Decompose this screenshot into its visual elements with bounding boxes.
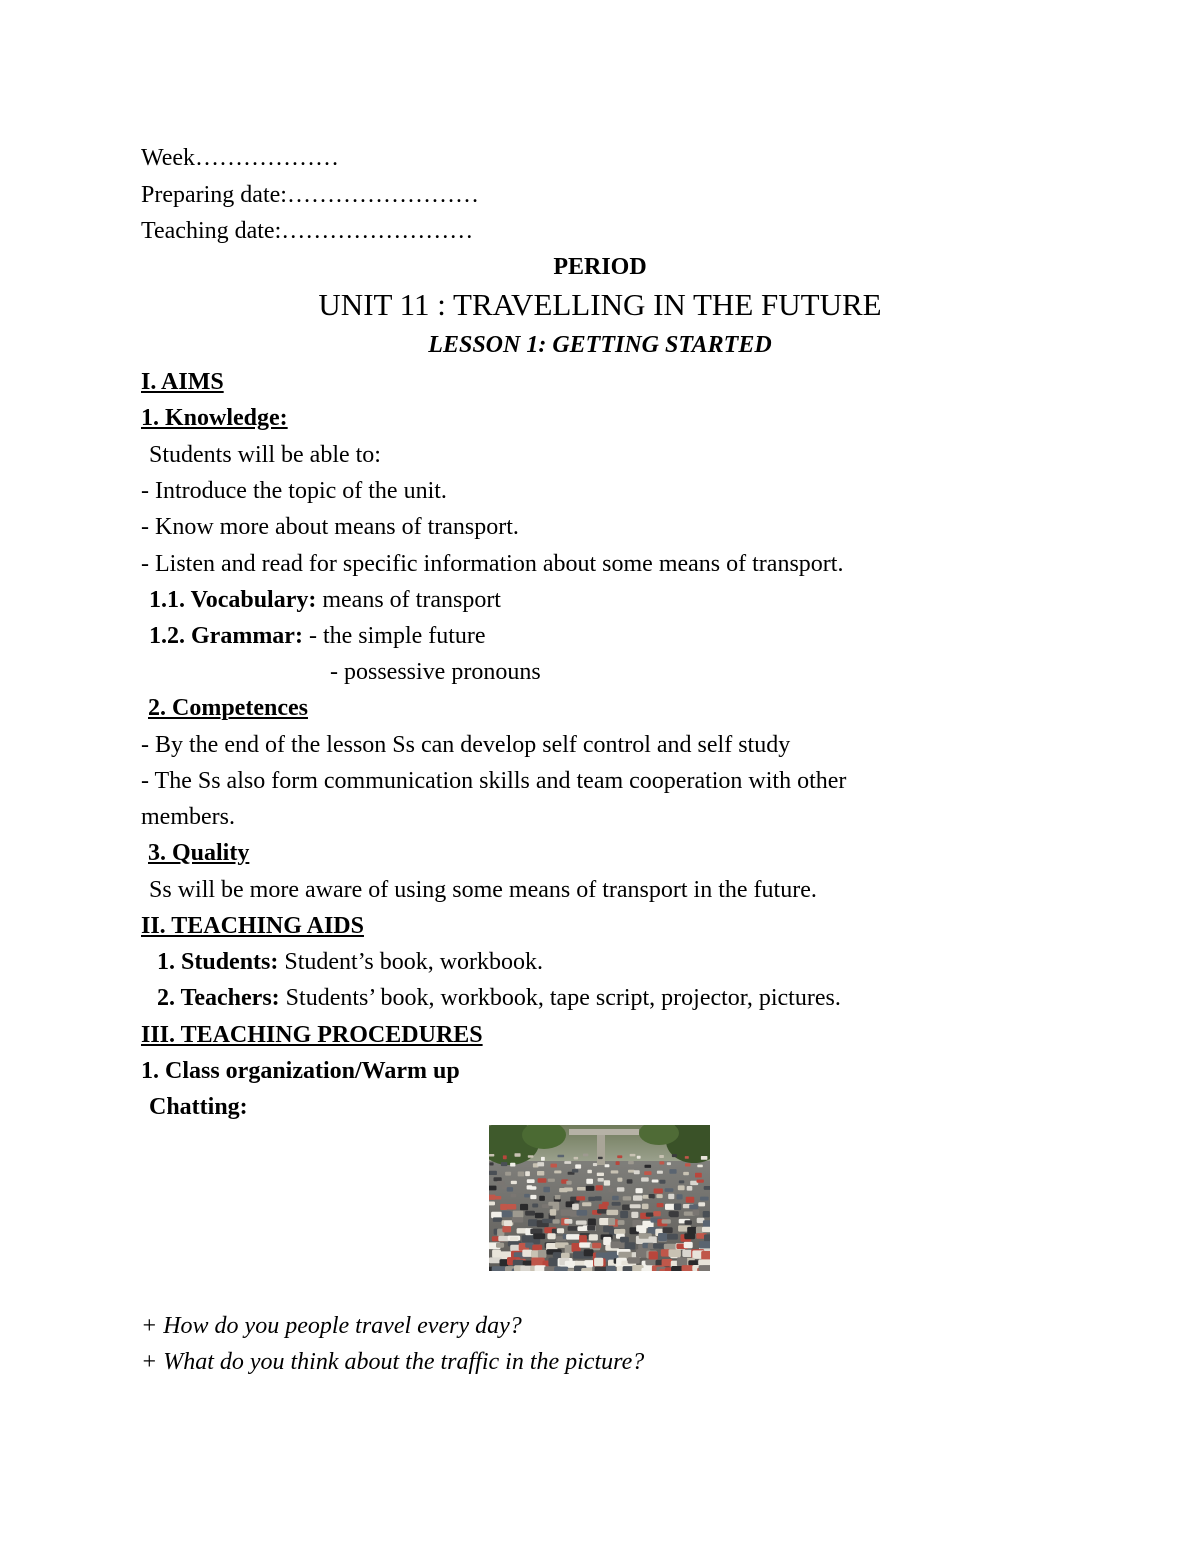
vehicle-shape	[586, 1186, 595, 1191]
vehicle-shape	[489, 1154, 494, 1157]
vehicle-shape	[684, 1233, 695, 1239]
grammar-line	[149, 621, 486, 651]
vehicle-shape	[489, 1195, 496, 1200]
vehicle-shape	[657, 1171, 663, 1174]
vehicle-shape	[493, 1217, 502, 1222]
preparing-date-line: Preparing date:……………………	[141, 182, 479, 208]
objective-item: - Listen and read for specific information about some means of transport.	[141, 551, 844, 577]
vehicle-shape	[568, 1226, 579, 1231]
vehicle-shape	[597, 1173, 604, 1176]
vehicle-shape	[698, 1202, 705, 1206]
vehicle-shape	[553, 1252, 562, 1258]
vehicle-shape	[561, 1253, 570, 1259]
vehicle-shape	[579, 1242, 591, 1247]
vehicle-shape	[494, 1177, 502, 1181]
discussion-question: + What do you think about the traffic in the picture?	[141, 1349, 645, 1375]
vehicle-shape	[620, 1211, 628, 1218]
vehicle-shape	[575, 1164, 581, 1168]
vehicle-shape	[515, 1153, 521, 1156]
vehicle-shape	[599, 1218, 609, 1225]
vehicle-shape	[553, 1219, 560, 1223]
vehicle-shape	[685, 1163, 691, 1166]
vehicle-shape	[525, 1211, 535, 1216]
vehicle-shape	[592, 1243, 601, 1249]
students-aids-line	[157, 947, 543, 977]
vehicle-shape	[593, 1163, 597, 1166]
vehicle-shape	[502, 1186, 507, 1190]
vehicle-shape	[665, 1204, 675, 1210]
vehicle-shape	[653, 1211, 661, 1216]
vehicle-shape	[699, 1241, 710, 1248]
vehicle-shape	[502, 1226, 511, 1232]
unit-title: UNIT 11 : TRAVELLING IN THE FUTURE	[318, 287, 882, 322]
vehicle-shape	[574, 1157, 579, 1160]
vehicle-shape	[669, 1169, 676, 1174]
knowledge-heading: 1. Knowledge:	[141, 405, 288, 431]
vehicle-shape	[518, 1172, 525, 1177]
vehicle-shape	[677, 1257, 687, 1266]
vehicle-shape	[695, 1173, 702, 1178]
competence-item: - The Ss also form communication skills and team cooperation with other	[141, 768, 847, 794]
vehicle-shape	[491, 1212, 502, 1218]
vehicle-shape	[608, 1188, 613, 1192]
vehicle-shape	[495, 1196, 501, 1200]
vehicle-shape	[576, 1221, 587, 1225]
vehicle-shape	[596, 1185, 603, 1190]
vehicle-shape	[503, 1155, 507, 1159]
vehicle-shape	[704, 1234, 710, 1241]
vehicle-shape	[665, 1188, 674, 1192]
vehicle-shape	[662, 1219, 671, 1223]
chatting-label: Chatting:	[149, 1094, 248, 1120]
vehicle-shape	[667, 1234, 678, 1240]
vehicle-shape	[703, 1220, 710, 1227]
vehicle-shape	[633, 1195, 642, 1200]
vehicle-shape	[606, 1266, 616, 1271]
vehicle-shape	[654, 1189, 663, 1194]
vehicle-shape	[500, 1204, 507, 1210]
competences-heading: 2. Competences	[148, 695, 308, 721]
vehicle-shape	[525, 1171, 530, 1176]
vehicle-shape	[496, 1243, 504, 1248]
vehicle-shape	[489, 1186, 497, 1191]
vehicle-shape	[658, 1233, 667, 1241]
vehicle-shape	[608, 1218, 615, 1225]
vehicle-shape	[697, 1180, 704, 1183]
vehicle-shape	[598, 1178, 604, 1182]
vocabulary-line	[149, 585, 501, 615]
vehicle-shape	[642, 1204, 649, 1210]
vehicle-shape	[528, 1219, 538, 1226]
vehicle-shape	[652, 1180, 659, 1183]
vehicle-shape	[682, 1250, 692, 1257]
vehicle-shape	[554, 1267, 568, 1271]
vehicle-shape	[527, 1179, 535, 1183]
vehicle-shape	[606, 1210, 618, 1215]
vehicle-shape	[678, 1185, 685, 1190]
vehicle-shape	[538, 1250, 547, 1258]
traffic-photo	[489, 1125, 710, 1271]
vehicle-shape	[623, 1196, 631, 1200]
vehicle-shape	[566, 1181, 571, 1185]
vehicle-shape	[702, 1227, 710, 1232]
vehicle-shape	[704, 1186, 710, 1190]
vehicle-shape	[698, 1259, 710, 1265]
grammar-item: - the simple future	[302, 623, 486, 649]
vehicle-shape	[683, 1172, 689, 1175]
vehicle-shape	[577, 1187, 586, 1191]
vehicle-shape	[689, 1204, 698, 1209]
grammar-label: 1.2. Grammar:	[149, 623, 303, 649]
vehicle-shape	[630, 1154, 636, 1157]
vehicle-shape	[674, 1204, 681, 1211]
vehicle-shape	[497, 1181, 505, 1185]
vehicle-shape	[537, 1162, 544, 1166]
vehicle-shape	[594, 1258, 603, 1267]
vehicle-shape	[637, 1156, 641, 1159]
vehicle-shape	[684, 1242, 693, 1248]
vehicle-shape	[659, 1155, 664, 1158]
vehicle-shape	[504, 1221, 512, 1227]
vehicle-shape	[558, 1155, 565, 1158]
vehicle-shape	[620, 1237, 629, 1243]
vehicle-shape	[576, 1196, 585, 1200]
vehicle-shape	[538, 1178, 547, 1183]
students-text: Student’s book, workbook.	[278, 949, 544, 975]
vehicle-shape	[489, 1171, 497, 1175]
warmup-heading: 1. Class organization/Warm up	[141, 1058, 460, 1084]
week-line: Week………………	[141, 145, 340, 171]
vehicle-shape	[670, 1211, 679, 1217]
vehicle-shape	[535, 1213, 544, 1219]
vehicle-shape	[595, 1196, 602, 1200]
vehicle-shape	[542, 1204, 549, 1208]
aims-heading: I. AIMS	[141, 369, 224, 395]
vocabulary-text: means of transport	[316, 587, 501, 613]
vehicle-shape	[583, 1154, 588, 1157]
vehicle-shape	[557, 1228, 564, 1233]
vehicle-shape	[656, 1194, 662, 1198]
vehicle-shape	[511, 1181, 517, 1184]
vehicle-shape	[612, 1196, 619, 1201]
vehicle-shape	[657, 1203, 664, 1207]
vehicle-shape	[679, 1180, 685, 1183]
vehicle-shape	[659, 1180, 665, 1184]
teachers-text: Students’ book, workbook, tape script, projector, pictures.	[279, 985, 841, 1011]
vehicle-shape	[510, 1163, 515, 1167]
vehicle-shape	[490, 1162, 494, 1165]
lesson-title: LESSON 1: GETTING STARTED	[428, 332, 772, 358]
vehicle-shape	[530, 1195, 536, 1199]
vehicle-shape	[535, 1265, 546, 1271]
vehicle-shape	[602, 1202, 609, 1206]
vehicle-shape	[507, 1204, 517, 1210]
vehicle-shape	[641, 1177, 649, 1181]
vehicle-shape	[528, 1155, 534, 1158]
vehicle-shape	[579, 1235, 587, 1244]
vehicle-shape	[489, 1202, 495, 1206]
vehicle-shape	[625, 1242, 636, 1249]
vehicle-shape	[649, 1194, 655, 1199]
teachers-aids-line	[157, 983, 841, 1013]
teachers-label: 2. Teachers:	[157, 985, 280, 1011]
vehicle-shape	[589, 1234, 598, 1240]
vehicle-shape	[551, 1164, 558, 1168]
vehicle-shape	[645, 1165, 652, 1168]
vehicle-shape	[614, 1229, 625, 1234]
vehicle-shape	[669, 1249, 681, 1257]
vehicle-shape	[564, 1188, 573, 1192]
vehicle-shape	[649, 1251, 658, 1260]
vehicle-shape	[577, 1210, 588, 1216]
vehicle-shape	[530, 1229, 542, 1235]
quality-heading: 3. Quality	[148, 840, 250, 866]
vehicle-shape	[631, 1212, 638, 1218]
vehicle-shape	[543, 1187, 550, 1192]
vehicle-shape	[644, 1171, 651, 1175]
vehicle-shape	[611, 1170, 619, 1173]
discussion-question: + How do you people travel every day?	[141, 1313, 522, 1339]
grammar-item: - possessive pronouns	[330, 659, 541, 685]
vehicle-shape	[618, 1220, 625, 1225]
vehicle-shape	[622, 1205, 630, 1211]
vehicle-shape	[659, 1161, 664, 1164]
vehicle-shape	[616, 1161, 620, 1165]
vehicle-shape	[617, 1178, 622, 1182]
vehicle-shape	[588, 1219, 596, 1227]
vehicle-shape	[587, 1225, 595, 1231]
vehicle-shape	[539, 1196, 545, 1201]
vehicle-shape	[685, 1220, 692, 1225]
vehicle-shape	[501, 1162, 507, 1166]
vehicle-shape	[566, 1234, 580, 1240]
teaching-date-line: Teaching date:……………………	[141, 218, 474, 244]
vehicle-shape	[628, 1257, 640, 1263]
vehicle-shape	[677, 1194, 683, 1199]
vehicle-shape	[548, 1179, 555, 1182]
vehicle-shape	[628, 1170, 635, 1173]
knowledge-intro: Students will be able to:	[149, 442, 381, 468]
vehicle-shape	[701, 1251, 710, 1260]
vehicle-shape	[513, 1211, 524, 1218]
vehicle-shape	[505, 1172, 511, 1176]
vehicle-shape	[550, 1209, 557, 1216]
period-heading: PERIOD	[553, 254, 647, 280]
vehicle-shape	[699, 1265, 710, 1271]
vehicle-shape	[555, 1195, 561, 1199]
vehicle-shape	[687, 1186, 693, 1191]
vehicle-shape	[646, 1213, 654, 1217]
vehicle-shape	[686, 1197, 695, 1203]
vehicle-shape	[627, 1179, 633, 1183]
quality-text: Ss will be more aware of using some means of transport in the future.	[149, 877, 817, 903]
vehicle-shape	[628, 1161, 634, 1164]
vehicle-shape	[667, 1162, 671, 1165]
vehicle-shape	[587, 1170, 592, 1174]
vehicle-shape	[597, 1209, 607, 1214]
vehicle-shape	[541, 1157, 545, 1161]
vehicle-shape	[507, 1187, 513, 1192]
vehicle-shape	[617, 1187, 625, 1191]
vehicle-shape	[564, 1161, 571, 1164]
vehicle-shape	[512, 1217, 523, 1222]
vehicle-shape	[639, 1226, 647, 1234]
vehicle-shape	[584, 1249, 594, 1256]
vehicle-shape	[598, 1157, 603, 1159]
vehicle-shape	[582, 1202, 591, 1206]
procedures-heading: III. TEACHING PROCEDURES	[141, 1022, 483, 1048]
vehicle-shape	[617, 1155, 622, 1158]
vehicle-shape	[572, 1204, 579, 1210]
vehicle-shape	[700, 1197, 709, 1201]
vehicle-shape	[693, 1210, 700, 1216]
vehicle-shape	[605, 1164, 610, 1167]
vehicle-shape	[533, 1233, 545, 1239]
competence-item: - By the end of the lesson Ss can develop self control and self study	[141, 732, 791, 758]
vehicle-shape	[662, 1259, 673, 1266]
vehicle-shape	[672, 1154, 677, 1157]
vehicle-shape	[688, 1260, 698, 1266]
vehicle-shape	[547, 1233, 555, 1239]
vehicle-shape	[530, 1186, 537, 1190]
vehicle-shape	[603, 1237, 611, 1245]
vehicle-shape	[586, 1179, 593, 1184]
vehicle-shape	[697, 1165, 703, 1168]
vehicle-shape	[663, 1227, 673, 1233]
vehicle-shape	[564, 1219, 572, 1224]
vehicle-shape	[701, 1156, 708, 1160]
vehicle-shape	[520, 1204, 528, 1210]
objective-item: - Know more about means of transport.	[141, 514, 519, 540]
vehicle-shape	[524, 1194, 530, 1198]
vehicle-shape	[634, 1170, 640, 1174]
vehicle-shape	[522, 1250, 532, 1257]
vehicle-shape	[685, 1156, 689, 1159]
vehicle-shape	[630, 1204, 641, 1208]
vehicle-shape	[554, 1171, 561, 1174]
vehicle-shape	[604, 1180, 610, 1185]
vocabulary-label: 1.1. Vocabulary:	[149, 587, 317, 613]
vehicle-shape	[537, 1171, 544, 1176]
vehicle-shape	[511, 1194, 517, 1198]
vehicle-shape	[532, 1245, 542, 1251]
competence-item-continued: members.	[141, 804, 235, 830]
vehicle-shape	[572, 1169, 578, 1172]
vehicle-shape	[703, 1211, 710, 1217]
teaching-aids-heading: II. TEACHING AIDS	[141, 913, 364, 939]
vehicle-shape	[668, 1194, 674, 1199]
vehicle-shape	[588, 1197, 595, 1201]
objective-item: - Introduce the topic of the unit.	[141, 478, 447, 504]
vehicle-shape	[612, 1202, 621, 1206]
vehicle-shape	[636, 1188, 643, 1193]
vehicle-shape	[492, 1266, 507, 1271]
vehicle-shape	[532, 1204, 538, 1208]
students-label: 1. Students:	[157, 949, 279, 975]
vehicle-shape	[682, 1265, 694, 1271]
